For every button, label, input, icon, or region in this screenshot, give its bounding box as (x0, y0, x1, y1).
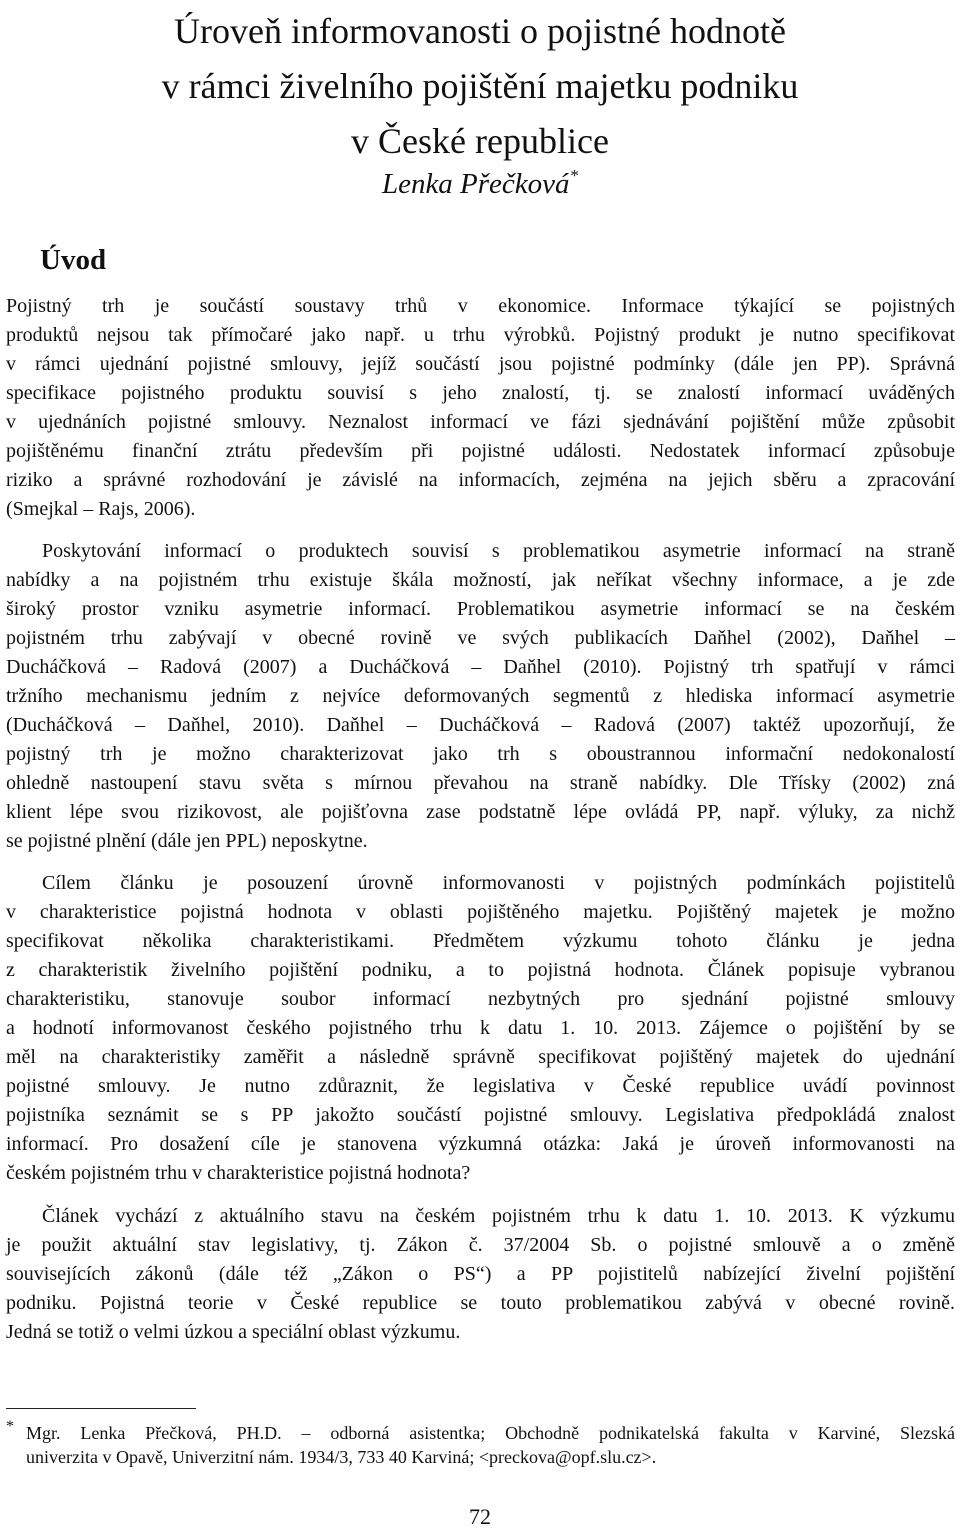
paragraph-line: tržního mechanismu jedním z nejvíce deformovaných segmentů z hlediska informací asymetrie (6, 685, 955, 707)
paragraph-line: Poskytování informací o produktech souvisí s problematikou asymetrie informací na straně (42, 540, 955, 562)
footnote (6, 1418, 955, 1469)
paragraph-line: pojistníka seznámit se s PP jakožto součástí pojistné smlouvy. Legislativa předpokládá znalost (6, 1104, 955, 1126)
footnote-mark: * (6, 1418, 14, 1435)
paragraph-line: specifikovat několika charakteristikami. Předmětem výzkumu tohoto článku je jedna (6, 930, 955, 952)
paragraph-line: pojistný trh je možno charakterizovat jako trh s oboustrannou informační nedokonalostí (6, 743, 955, 765)
paragraph-line: široký prostor vzniku asymetrie informací. Problematikou asymetrie informací se na českém (6, 598, 955, 620)
paragraph-line: ohledně nastoupení stavu světa s mírnou převahou na straně nabídky. Dle Třísky (2002) zná (6, 772, 955, 794)
paragraph-line: českém pojistném trhu v charakteristice pojistná hodnota? (6, 1162, 471, 1184)
footnote-line: univerzita v Opavě, Univerzitní nám. 1934/3, 733 40 Karviná; <preckova@opf.slu.cz>. (26, 1447, 657, 1467)
paragraph-line: měl na charakteristiky zaměřit a následně správně specifikovat pojištěný majetek do ujednání (6, 1046, 955, 1068)
paragraph-line: souvisejících zákonů (dále též „Zákon o PS“) a PP pojistitelů nabízející živelní pojištění (6, 1263, 955, 1285)
author-name (40, 166, 920, 201)
paragraph-line: klient lépe svou rizikovost, ale pojišťovna zase podstatně lépe ovládá PP, např. výluky, za nichž (6, 801, 955, 823)
paragraph-line: riziko a správné rozhodování je závislé na informacích, zejména na jejich sběru a zpracování (6, 469, 955, 491)
paragraph (6, 292, 955, 524)
paragraph (6, 537, 955, 856)
paragraph-line: v charakteristice pojistná hodnota v oblasti pojištěného majetku. Pojištěný majetek je možno (6, 901, 955, 923)
paragraph-line: specifikace pojistného produktu souvisí s jeho znalostí, tj. se znalostí informací uváděných (6, 382, 955, 404)
paragraph-line: Pojistný trh je součástí soustavy trhů v ekonomice. Informace týkající se pojistných (6, 295, 955, 317)
paragraph-line: a hodnotí informovanost českého pojistného trhu k datu 1. 10. 2013. Zájemce o pojištění by se (6, 1017, 955, 1039)
paragraph-line: Článek vychází z aktuálního stavu na českém pojistném trhu k datu 1. 10. 2013. K výzkumu (42, 1205, 955, 1227)
section-heading: Úvod (40, 244, 107, 276)
paragraph (6, 869, 955, 1188)
paragraph-line: Ducháčková – Radová (2007) a Ducháčková – Daňhel (2010). Pojistný trh spatřují v rámci (6, 656, 955, 678)
paragraph-line: je použit aktuální stav legislativy, tj. Zákon č. 37/2004 Sb. o pojistné smlouvě a o změně (6, 1234, 955, 1256)
paragraph-line: v rámci ujednání pojistné smlouvy, jejíž součástí jsou pojistné podmínky (dále jen PP). Správná (6, 353, 955, 375)
author-text: Lenka Přečková (381, 168, 570, 200)
paragraph-line: pojistném trhu zabývají v obecné rovině ve svých publikacích Daňhel (2002), Daňhel – (6, 627, 955, 649)
paragraph-line: v ujednáních pojistné smlouvy. Neznalost informací ve fázi sjednávání pojištění může způsobit (6, 411, 955, 433)
page-number: 72 (469, 1504, 491, 1529)
paragraph-line: z charakteristik živelního pojištění podniku, a to pojistná hodnota. Článek popisuje vybranou (6, 959, 955, 981)
footnote-separator (6, 1408, 196, 1409)
paragraph-line: nabídky a na pojistném trhu existuje škála možností, jak neříkat všechny informace, a je zde (6, 569, 955, 591)
paragraph-line: podniku. Pojistná teorie v České republice se touto problematikou zabývá v obecné rovině. (6, 1292, 955, 1314)
footnote-line: Mgr. Lenka Přečková, PH.D. – odborná asistentka; Obchodně podnikatelská fakulta v Karviné, Slezská (26, 1423, 955, 1443)
paragraph-line: pojistné smlouvy. Je nutno zdůraznit, že legislativa v České republice uvádí povinnost (6, 1075, 955, 1097)
author-footnote-mark[interactable]: * (569, 166, 579, 185)
title-line: v rámci živelního pojištění majetku podniku (161, 66, 799, 106)
paragraph-line: pojištěnému finanční ztrátu především při pojistné události. Nedostatek informací způsobuje (6, 440, 955, 462)
paragraph-line: produktů nejsou tak přímočaré jako např. u trhu výrobků. Pojistný produkt je nutno specifikovat (6, 324, 955, 346)
paragraph (6, 1202, 955, 1347)
paragraph-line: informací. Pro dosažení cíle je stanovena výzkumná otázka: Jaká je úroveň informovanosti na (6, 1133, 955, 1155)
paragraph-line: (Smejkal – Rajs, 2006). (6, 498, 196, 520)
article-title (40, 4, 920, 169)
paragraph-line: se pojistné plnění (dále jen PPL) neposkytne. (6, 830, 368, 852)
title-line: v České republice (351, 121, 609, 161)
paragraph-line: charakteristiku, stanovuje soubor informací nezbytných pro sjednání pojistné smlouvy (6, 988, 955, 1010)
title-line: Úroveň informovanosti o pojistné hodnotě (174, 11, 786, 51)
paragraph-line: Cílem článku je posouzení úrovně informovanosti v pojistných podmínkách pojistitelů (42, 872, 955, 894)
paragraph-line: (Ducháčková – Daňhel, 2010). Daňhel – Ducháčková – Radová (2007) taktéž upozorňují, že (6, 714, 955, 736)
paragraph-line: Jedná se totiž o velmi úzkou a speciální oblast výzkumu. (6, 1321, 461, 1343)
